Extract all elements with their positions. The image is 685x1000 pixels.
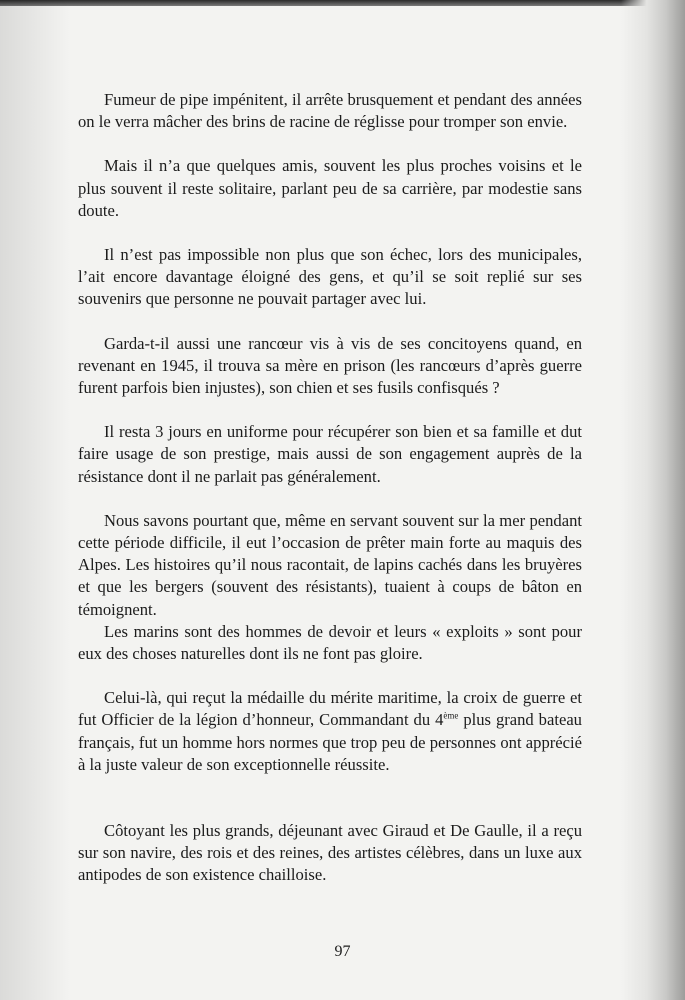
page-number: 97 — [334, 943, 351, 960]
medaille-text-after: plus grand bateau français, fut un homme hors normes que trop peu de personnes ont apprécié à la juste valeur de son exceptionnelle réussite. — [78, 710, 582, 774]
paragraph-rancoeur: Garda-t-il aussi une rancœur vis à vis de ses concitoyens quand, en revenant en 1945, il trouva sa mère en prison (les rancœurs d’après guerre furent parfois bien injustes), son chien et ses fusils confisqués ? — [78, 333, 582, 398]
paragraph-medaille — [78, 687, 582, 776]
paragraph-uniforme: Il resta 3 jours en uniforme pour récupérer son bien et sa famille et dut faire usage de son prestige, mais aussi de son engagement auprès de la résistance dont il ne parlait pas généralement. — [78, 422, 582, 486]
page-right-edge — [621, 0, 685, 1000]
medaille-superscript: ème — [443, 710, 459, 721]
page-body — [78, 89, 582, 909]
paragraph-maquis: Nous savons pourtant que, même en servant souvent sur la mer pendant cette période difficile, il eut l’occasion de prêter main forte au maquis des Alpes. Les histoires qu’il nous racontait, de lapins cachés dans les bruyères et que les bergers (souvent des résistants), tuaient à coups de bâton en témoignent. — [78, 510, 582, 619]
paragraph-municipales: Il n’est pas impossible non plus que son échec, lors des municipales, l’ait encore davantage éloigné des gens, et qu’il se soit replié sur ses souvenirs que personne ne pouvait partager avec lui. — [78, 245, 582, 309]
spine-shadow — [0, 0, 70, 1000]
page-top-edge — [0, 0, 685, 6]
medaille-text-before: Celui-là, qui reçut la médaille du mérite maritime, la croix de guerre et fut Officier de la légion d’honneur, Commandant du 4 — [78, 688, 582, 730]
paragraph-pipe: Fumeur de pipe impénitent, il arrête brusquement et pendant des années on le verra mâcher des brins de racine de réglisse pour tromper son envie. — [78, 90, 582, 132]
paragraph-friends: Mais il n’a que quelques amis, souvent les plus proches voisins et le plus souvent il reste solitaire, parlant peu de sa carrière, par modestie sans doute. — [78, 156, 582, 220]
paragraph-cotoyant: Côtoyant les plus grands, déjeunant avec Giraud et De Gaulle, il a reçu sur son navire, des rois et des reines, des artistes célèbres, dans un luxe aux antipodes de son existence chailloise. — [78, 821, 582, 885]
paragraph-marins: Les marins sont des hommes de devoir et leurs « exploits » sont pour eux des choses naturelles dont ils ne font pas gloire. — [78, 621, 582, 664]
